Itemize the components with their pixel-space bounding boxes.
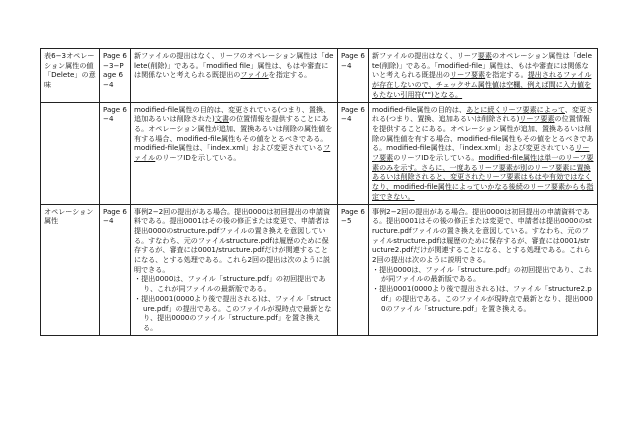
list-item: ・提出0001(0000より後で提出される)は、ファイル「structure.pdf」の提出である。このファイルが現時点で最新となり、提出0000のファイル「structure.pdf」を置き換える。 [134,293,332,332]
text-segment: を指定する。 [485,70,528,80]
revised-text-cell [369,49,598,103]
row-label: オペレーション属性 [41,204,100,335]
revised-text-cell [369,204,598,335]
original-text-cell [131,102,338,204]
table-row [41,49,598,103]
text-segment: modified-file属性の目的は、 [372,104,467,114]
bullet-list [134,274,334,332]
text-segment: modified-file属性の目的は、変更されている(つまり、置換、追加あるいは削除された) [134,104,331,124]
revised-text-cell [369,102,598,204]
row-label: 表6−3オペレーション属性の値「Delete」の意味 [41,49,100,103]
list-item: ・提出0001(0000より後で提出される)は、ファイル「structure2.pdf」の提出である。このファイルが現時点で最新となり、提出0000のファイル「structure.pdf」を置き換える。 [372,284,593,313]
text-segment: を指定する。 [268,70,312,80]
text-segment: の位置情報を提供することにある。オペレーション属性が追加、置換あるいは削除の属性値を有する場合、modified-file属性もその値をとるべきである。modified-file属性は、「index.xml」および変更されている [134,114,333,153]
text-segment: 、変更される(つまり、置換、追加あるいは削除される) [372,104,594,124]
page-ref-right: Page 6−4 [338,102,369,204]
original-text-cell [131,204,338,335]
page-ref-left: Page 6−4 [100,204,131,335]
underlined-text: リーフ要素 [519,114,555,124]
bullet-list [372,265,594,314]
text-segment: のオペレーション属性は「delete(削除)」である。「modified-file」属性は、もはや審査には関係ないと考えられる既提出の [372,51,593,80]
page-ref-left: Page 6−4 [100,102,131,204]
underlined-text: 提出されるファイルが存在しないので、チェックサム属性値は空欄、例えば間に入力値をもたない引用符("")となる。 [372,70,592,99]
underlined-text: ファイル [240,70,269,80]
comparison-table [40,48,598,336]
table-row [41,102,598,204]
page-ref-left: Page 6−3−Page 6−4 [100,49,131,103]
underlined-text: 文書 [214,114,229,124]
list-item: ・提出0000は、ファイル「structure.pdf」の初回提出であり、これが同ファイルの最新版である。 [134,274,326,294]
text-segment: 新ファイルの提出はなく、リーフ [372,51,478,60]
text-segment: 新ファイルの提出はなく、リーフのオペレーション属性は「delete(削除)」である。「modified file」属性は、もはや審査には関係ないと考えられる既提出の [134,51,334,80]
example-intro: 事例2−2回の提出がある場合。提出0000は初回提出の申請資料である。提出0001はその後の修正または変更で、申請者は提出0000のstructure.pdfファイルの置き換えを意図している。すなわち、元のファイルstructure.pdfは履歴のために保存するが、審査には0001/structure.pdfだけが関連することになる、とする処理である。これら2回の提出は次のように説明できる。 [134,206,331,274]
example-intro: 事例2−2回の提出がある場合。提出0000は初回提出の申請資料である。提出0001はその後の修正または変更で、申請者は提出0000のstructure.pdfファイルの置き換えを意図している。すなわち、元のファイルstructure.pdfは履歴のために保存するが、審査には0001/structure2.pdfだけが関連することになる、とする処理である。これら2回の提出は次のように説明できる。 [372,206,592,265]
row-label [41,102,100,204]
underlined-text: ファイル [134,143,331,163]
table-row [41,204,598,335]
page-ref-right: Page 6−5 [338,204,369,335]
text-segment: のリーフIDを示している。 [155,153,241,163]
text-segment: のリーフIDを示している。 [393,153,479,163]
underlined-text: リーフ要素 [450,70,486,80]
text-segment: の位置情報を提供することにある。オペレーション属性が追加、置換あるいは削除の属性値を有する場合、modified-file属性もその値をとるべきである。modified-file属性は、「index.xml」および変更されている [372,114,594,153]
page-ref-right: Page 6−4 [338,49,369,103]
underlined-text: 要素 [477,51,492,60]
underlined-text: リーフ要素 [372,143,590,163]
original-text-cell [131,49,338,103]
underlined-text: modified-file属性は単一のリーフ要素のみを示す。さらに、一度あるリーフ要素が別のリーフ要素に置換あるいは削除されると、変更されたリーフ要素はもはや有効ではなくなり、modified-file属性によっていかなる後続のリーフ要素からも指定できない。 [372,153,594,201]
list-item: ・提出0000は、ファイル「structure.pdf」の初回提出であり、これが同ファイルの最新版である。 [372,264,592,284]
underlined-text: あとに続くリーフ要素によって [466,104,565,114]
